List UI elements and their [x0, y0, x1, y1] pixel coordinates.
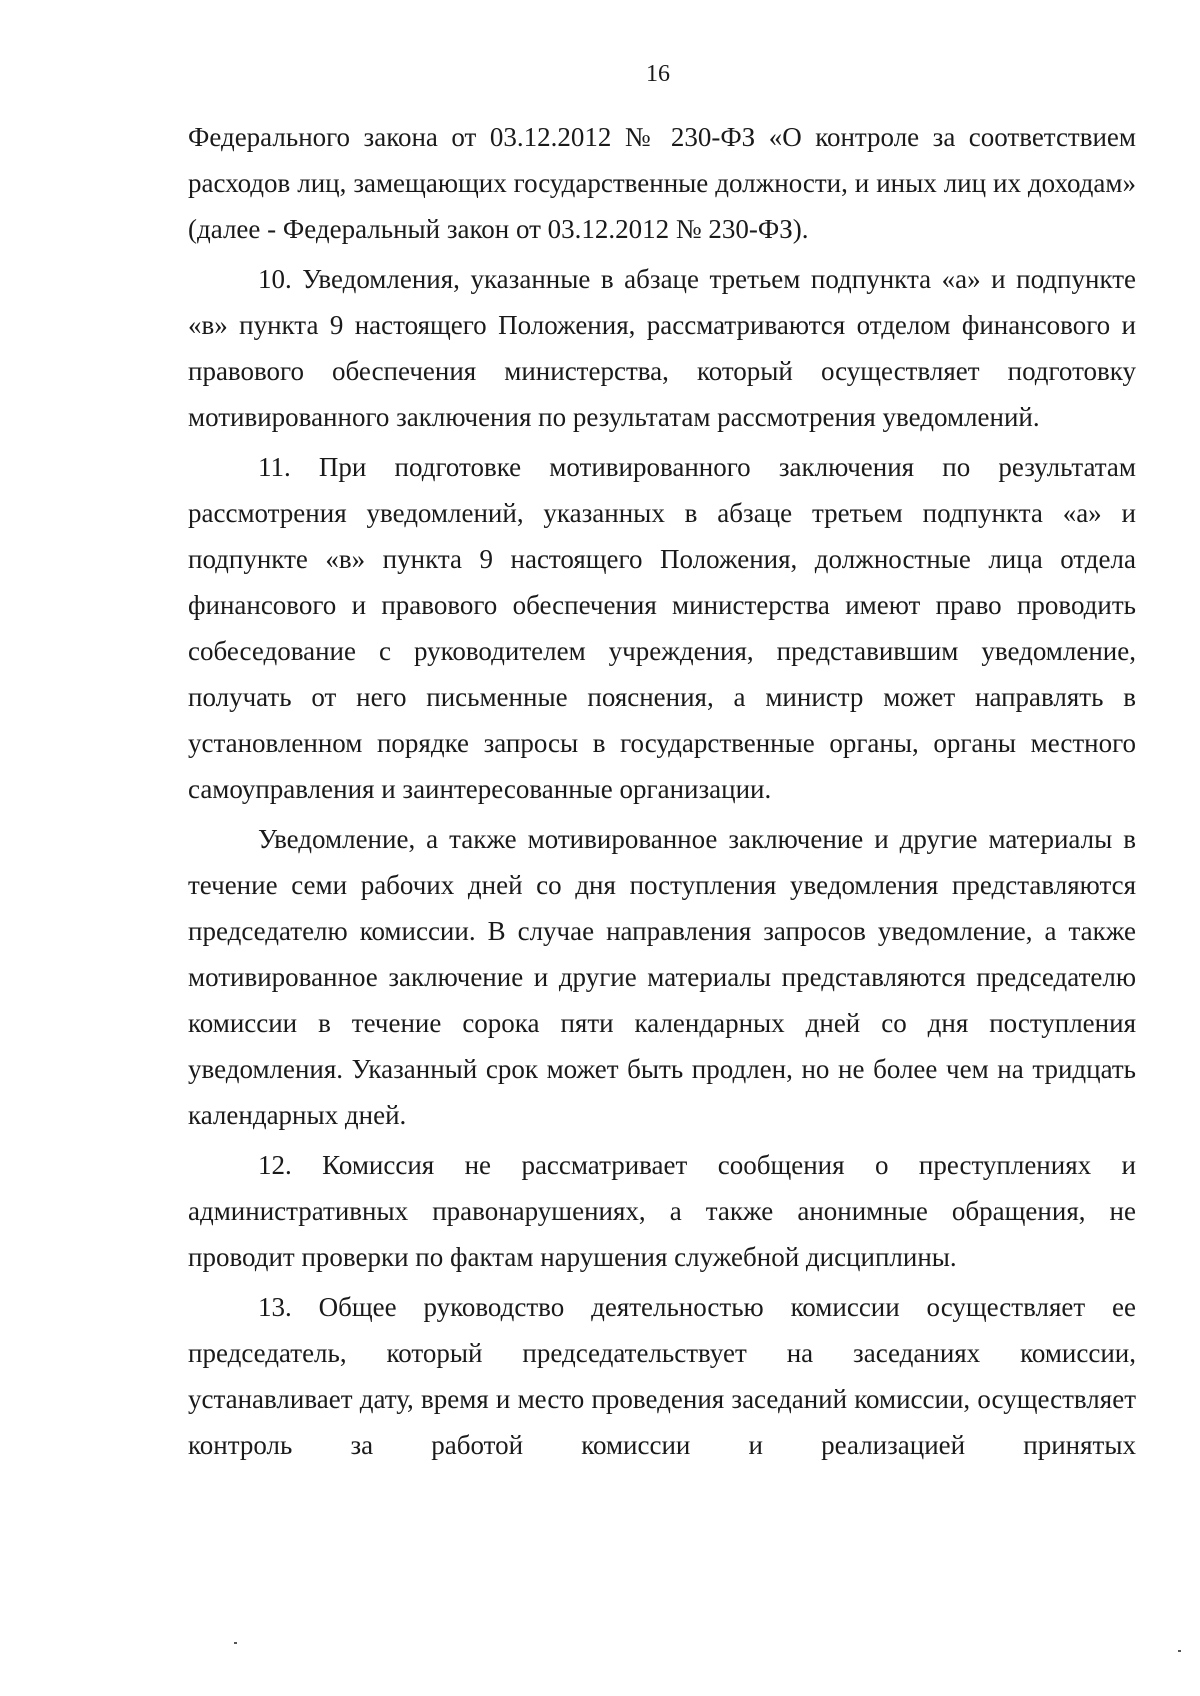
document-body: [188, 114, 1136, 1468]
paragraph-item-12: 12. Комиссия не рассматривает сообщения о преступлениях и административных правонарушениях, а также анонимные обращения, не проводит проверки по фактам нарушения служебной дисциплины.: [188, 1150, 1136, 1272]
scan-speck: [1178, 1650, 1181, 1652]
paragraph-item-11-notification: Уведомление, а также мотивированное заключение и другие материалы в течение семи рабочих дней со дня поступления уведомления представляются председателю комиссии. В случае направления запросов уведомление, а также мотивированное заключение и другие материалы представляются председателю комиссии в течение сорока пяти календарных дней со дня поступления уведомления. Указанный срок может быть продлен, но не более чем на тридцать календарных дней.: [188, 824, 1136, 1130]
paragraph-item-10: 10. Уведомления, указанные в абзаце третьем подпункта «а» и подпункте «в» пункта 9 настоящего Положения, рассматриваются отделом финансового и правового обеспечения министерства, который осуществляет подготовку мотивированного заключения по результатам рассмотрения уведомлений.: [188, 264, 1136, 432]
paragraph-continuation: Федерального закона от 03.12.2012 № 230-ФЗ «О контроле за соответствием расходов лиц, замещающих государственные должности, и иных лиц их доходам» (далее - Федеральный закон от 03.12.2012 № 230-ФЗ).: [188, 122, 1136, 244]
paragraph-item-13: 13. Общее руководство деятельностью комиссии осуществляет ее председатель, который председательствует на заседаниях комиссии, устанавливает дату, время и место проведения заседаний комиссии, осуществляет контроль за работой комиссии и реализацией принятых: [188, 1292, 1136, 1460]
paragraph-item-11: 11. При подготовке мотивированного заключения по результатам рассмотрения уведомлений, указанных в абзаце третьем подпункта «а» и подпункте «в» пункта 9 настоящего Положения, должностные лица отдела финансового и правового обеспечения министерства имеют право проводить собеседование с руководителем учреждения, представившим уведомление, получать от него письменные пояснения, а министр может направлять в установленном порядке запросы в государственные органы, органы местного самоуправления и заинтересованные организации.: [188, 452, 1136, 804]
page-number: 16: [646, 61, 670, 87]
scan-speck: [234, 1642, 237, 1644]
